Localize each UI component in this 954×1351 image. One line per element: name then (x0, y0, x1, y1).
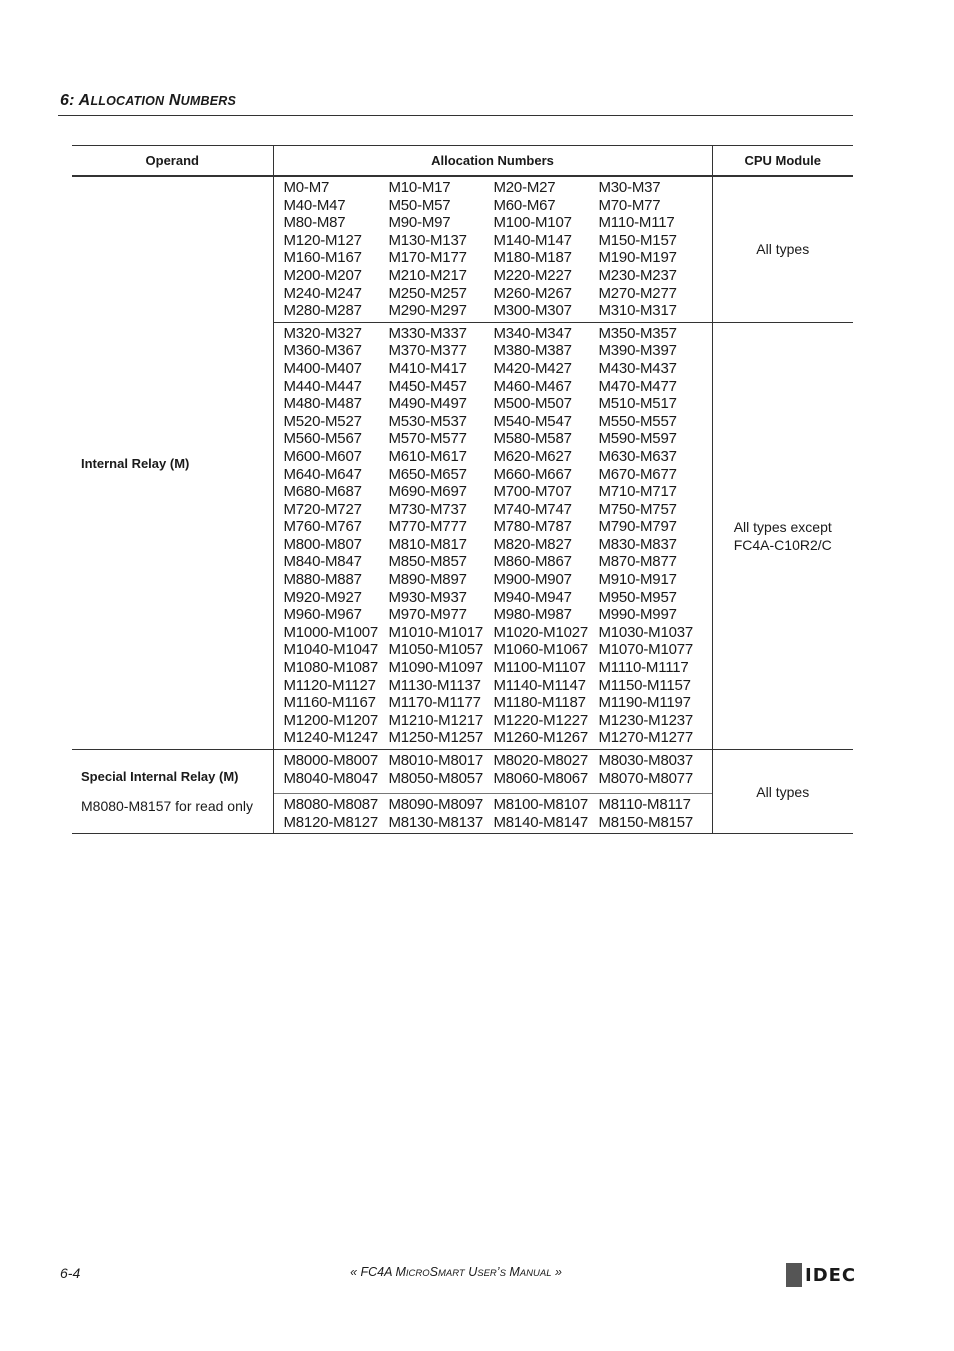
allocation-range: M500-M507 (493, 395, 572, 413)
operand-special-relay (72, 750, 273, 834)
allocation-range: M240-M247 (283, 284, 362, 302)
allocation-range: M430-M437 (598, 359, 677, 377)
allocation-range: M300-M307 (493, 302, 572, 320)
allocation-range: M870-M877 (598, 553, 677, 571)
allocation-range: M200-M207 (283, 266, 362, 284)
allocation-range: M8090-M8097 (388, 796, 484, 814)
allocation-range: M290-M297 (388, 302, 467, 320)
allocation-range: M910-M917 (598, 571, 677, 589)
allocation-range: M360-M367 (283, 342, 362, 360)
allocation-range: M1200-M1207 (283, 711, 379, 729)
internal-relay-group2-cell (273, 322, 712, 749)
allocation-range: M1170-M1177 (388, 694, 481, 712)
allocation-range: M890-M897 (388, 571, 467, 589)
cpu-all-types-1: All types (712, 176, 853, 322)
allocation-range: M900-M907 (493, 571, 572, 589)
allocation-range: M80-M87 (283, 214, 346, 232)
allocation-range: M780-M787 (493, 518, 572, 536)
allocation-range: M220-M227 (493, 266, 572, 284)
allocation-range: M1160-M1167 (283, 694, 376, 712)
allocation-range: M960-M967 (283, 606, 362, 624)
allocation-range: M8030-M8037 (598, 752, 694, 769)
allocation-range: M840-M847 (283, 553, 362, 571)
allocation-range: M260-M267 (493, 284, 572, 302)
allocation-range: M8140-M8147 (493, 813, 589, 831)
allocation-range: M60-M67 (493, 196, 556, 214)
table-row (72, 176, 853, 322)
cpu-except-line2: FC4A-C10R2/C (733, 536, 832, 553)
allocation-range: M930-M937 (388, 588, 467, 606)
title-rule (58, 115, 853, 116)
allocation-range: M530-M537 (388, 412, 467, 430)
special-relay-note: M8080-M8157 for read only (81, 798, 253, 815)
allocation-range: M100-M107 (493, 214, 572, 232)
allocation-range: M150-M157 (598, 231, 677, 249)
allocation-range: M190-M197 (598, 249, 677, 267)
allocation-range: M850-M857 (388, 553, 467, 571)
allocation-range: M1180-M1187 (493, 694, 586, 712)
allocation-range: M1230-M1237 (598, 711, 694, 729)
allocation-range: M120-M127 (283, 231, 362, 249)
allocation-range: M830-M837 (598, 535, 677, 553)
allocation-range: M510-M517 (598, 395, 677, 413)
allocation-range: M8130-M8137 (388, 813, 484, 831)
allocation-range: M1110-M1117 (598, 659, 689, 677)
allocation-range: M1250-M1257 (388, 729, 484, 747)
allocation-range: M920-M927 (283, 588, 362, 606)
allocation-range: M1030-M1037 (598, 623, 694, 641)
allocation-range: M140-M147 (493, 231, 572, 249)
allocation-range: M600-M607 (283, 447, 362, 465)
allocation-range: M450-M457 (388, 377, 467, 395)
allocation-range: M790-M797 (598, 518, 677, 536)
allocation-range: M820-M827 (493, 535, 572, 553)
allocation-range: M540-M547 (493, 412, 572, 430)
allocation-range: M640-M647 (283, 465, 362, 483)
allocation-range: M1240-M1247 (283, 729, 379, 747)
allocation-range: M980-M987 (493, 606, 572, 624)
allocation-range: M250-M257 (388, 284, 467, 302)
table-row (72, 750, 853, 834)
allocation-range: M620-M627 (493, 447, 572, 465)
allocation-range: M1020-M1027 (493, 623, 589, 641)
allocation-range: M630-M637 (598, 447, 677, 465)
allocation-range: M880-M887 (283, 571, 362, 589)
allocation-range: M490-M497 (388, 395, 467, 413)
allocation-range: M110-M117 (598, 214, 675, 232)
allocation-range: M160-M167 (283, 249, 362, 267)
allocation-table (72, 145, 853, 834)
logo-text: IDEC (805, 1264, 857, 1286)
logo-mark-icon (786, 1263, 802, 1287)
allocation-range: M470-M477 (598, 377, 677, 395)
allocation-range: M860-M867 (493, 553, 572, 571)
allocation-range: M340-M347 (493, 324, 572, 342)
allocation-range: M1130-M1137 (388, 676, 481, 694)
allocation-range: M950-M957 (598, 588, 677, 606)
allocation-range: M0-M7 (283, 179, 330, 196)
allocation-range: M20-M27 (493, 179, 556, 196)
allocation-range: M650-M657 (388, 465, 467, 483)
allocation-range: M760-M767 (283, 518, 362, 536)
allocation-range: M310-M317 (598, 302, 677, 320)
allocation-range: M460-M467 (493, 377, 572, 395)
allocation-range: M8060-M8067 (493, 769, 589, 787)
allocation-range: M8120-M8127 (283, 813, 379, 831)
allocation-range: M800-M807 (283, 535, 362, 553)
allocation-range: M690-M697 (388, 483, 467, 501)
allocation-range: M30-M37 (598, 179, 661, 196)
page-number: 6-4 (60, 1265, 81, 1281)
allocation-range: M8150-M8157 (598, 813, 694, 831)
allocation-range: M8050-M8057 (388, 769, 484, 787)
allocation-range: M670-M677 (598, 465, 677, 483)
allocation-range: M440-M447 (283, 377, 362, 395)
allocation-range: M370-M377 (388, 342, 467, 360)
allocation-range: M1000-M1007 (283, 623, 379, 641)
internal-relay-group2-grid (274, 323, 712, 749)
allocation-range: M940-M947 (493, 588, 572, 606)
allocation-range: M8110-M8117 (598, 796, 691, 814)
allocation-range: M770-M777 (388, 518, 467, 536)
allocation-range: M1010-M1017 (388, 623, 484, 641)
allocation-range: M560-M567 (283, 430, 362, 448)
allocation-range: M70-M77 (598, 196, 661, 214)
allocation-range: M1140-M1147 (493, 676, 586, 694)
allocation-range: M550-M557 (598, 412, 677, 430)
allocation-range: M660-M667 (493, 465, 572, 483)
allocation-range: M50-M57 (388, 196, 451, 214)
allocation-range: M610-M617 (388, 447, 467, 465)
allocation-range: M1190-M1197 (598, 694, 691, 712)
special-relay-label: Special Internal Relay (M) (81, 769, 239, 785)
allocation-range: M970-M977 (388, 606, 467, 624)
allocation-range: M280-M287 (283, 302, 362, 320)
manual-title: « FC4A MICROSMART USER’S MANUAL » (350, 1265, 562, 1279)
allocation-range: M1260-M1267 (493, 729, 589, 747)
allocation-range: M680-M687 (283, 483, 362, 501)
operand-internal-relay: Internal Relay (M) (72, 176, 273, 750)
allocation-range: M8010-M8017 (388, 752, 484, 769)
allocation-range: M8080-M8087 (283, 796, 379, 814)
internal-relay-group1-cell (273, 176, 712, 322)
allocation-range: M1150-M1157 (598, 676, 691, 694)
allocation-range: M520-M527 (283, 412, 362, 430)
allocation-range: M210-M217 (388, 266, 467, 284)
idec-logo (786, 1263, 856, 1287)
section-title: 6: ALLOCATION NUMBERS (60, 92, 236, 109)
allocation-range: M230-M237 (598, 266, 677, 284)
header-cpu-module: CPU Module (712, 146, 853, 177)
allocation-range: M590-M597 (598, 430, 677, 448)
allocation-range: M400-M407 (283, 359, 362, 377)
allocation-range: M130-M137 (388, 231, 467, 249)
allocation-range: M990-M997 (598, 606, 677, 624)
allocation-range: M8040-M8047 (283, 769, 379, 787)
allocation-range: M580-M587 (493, 430, 572, 448)
allocation-range: M170-M177 (388, 249, 467, 267)
allocation-range: M740-M747 (493, 500, 572, 518)
special-relay-group-b-grid (274, 794, 712, 833)
allocation-range: M1090-M1097 (388, 659, 484, 677)
allocation-range: M700-M707 (493, 483, 572, 501)
allocation-range: M1210-M1217 (388, 711, 484, 729)
allocation-range: M1220-M1227 (493, 711, 589, 729)
cpu-all-types-except (712, 322, 853, 749)
cpu-all-types-2: All types (712, 750, 853, 834)
allocation-range: M270-M277 (598, 284, 677, 302)
allocation-range: M180-M187 (493, 249, 572, 267)
allocation-range: M730-M737 (388, 500, 467, 518)
allocation-range: M710-M717 (598, 483, 677, 501)
allocation-range: M480-M487 (283, 395, 362, 413)
header-allocation-numbers: Allocation Numbers (273, 146, 712, 177)
cpu-except-line1: All types except (733, 518, 832, 535)
special-relay-group-a-grid (274, 750, 712, 789)
allocation-range: M570-M577 (388, 430, 467, 448)
allocation-range: M8000-M8007 (283, 752, 379, 769)
allocation-range: M720-M727 (283, 500, 362, 518)
internal-relay-group1-grid (274, 177, 712, 322)
allocation-range: M8100-M8107 (493, 796, 589, 814)
allocation-range: M350-M357 (598, 324, 677, 342)
header-operand: Operand (72, 146, 273, 177)
allocation-range: M330-M337 (388, 324, 467, 342)
allocation-range: M750-M757 (598, 500, 677, 518)
table-header-row (72, 146, 853, 177)
allocation-range: M380-M387 (493, 342, 572, 360)
allocation-range: M410-M417 (388, 359, 467, 377)
allocation-range: M40-M47 (283, 196, 346, 214)
special-relay-cell (273, 750, 712, 834)
allocation-range: M1040-M1047 (283, 641, 379, 659)
allocation-range: M320-M327 (283, 324, 362, 342)
allocation-range: M1080-M1087 (283, 659, 379, 677)
allocation-range: M1050-M1057 (388, 641, 484, 659)
allocation-range: M810-M817 (388, 535, 467, 553)
allocation-range: M420-M427 (493, 359, 572, 377)
allocation-range: M390-M397 (598, 342, 677, 360)
allocation-range: M1070-M1077 (598, 641, 694, 659)
allocation-range: M10-M17 (388, 179, 451, 196)
allocation-range: M8020-M8027 (493, 752, 589, 769)
allocation-range: M1100-M1107 (493, 659, 586, 677)
allocation-range: M1060-M1067 (493, 641, 589, 659)
allocation-range: M1120-M1127 (283, 676, 376, 694)
allocation-range: M1270-M1277 (598, 729, 694, 747)
allocation-range: M8070-M8077 (598, 769, 694, 787)
allocation-range: M90-M97 (388, 214, 451, 232)
